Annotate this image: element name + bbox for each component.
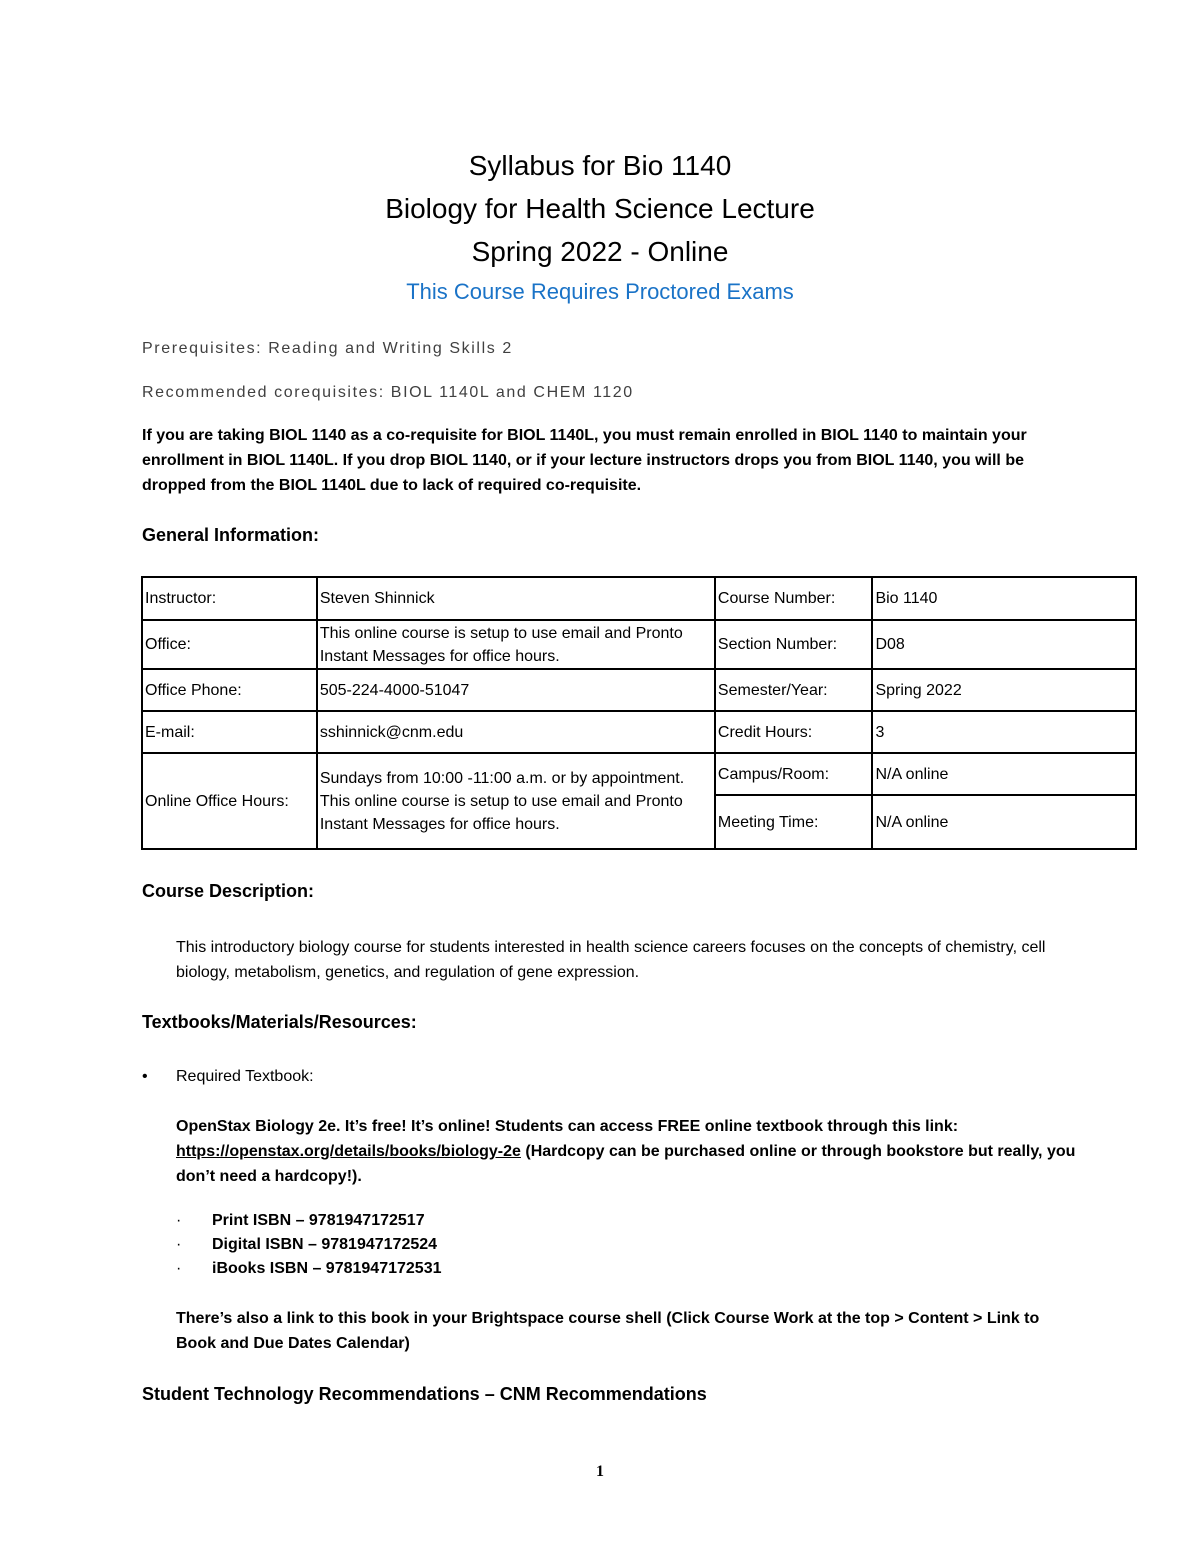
credit-hours-value: 3 bbox=[872, 711, 1136, 753]
office-value: This online course is setup to use email and Pronto Instant Messages for office hours. bbox=[317, 620, 715, 669]
course-number-label: Course Number: bbox=[715, 577, 873, 620]
textbook-hardcopy-note: (Hardcopy can be purchased online or through bookstore but really, you don’t need a hardcopy!). bbox=[176, 1143, 1076, 1185]
prerequisites: Prerequisites: Reading and Writing Skills 2 bbox=[142, 340, 513, 357]
semester-value: Spring 2022 bbox=[872, 669, 1136, 711]
textbook-link[interactable]: https://openstax.org/details/books/biology-2e bbox=[176, 1143, 521, 1160]
office-hours-value: Sundays from 10:00 -11:00 a.m. or by appointment. This online course is setup to use email and Pronto Instant Messages for office hours. bbox=[317, 753, 715, 849]
textbook-paragraph bbox=[176, 1114, 1076, 1189]
page-number: 1 bbox=[596, 1463, 604, 1480]
table-row bbox=[142, 669, 1136, 711]
list-item bbox=[176, 1233, 441, 1257]
course-description-heading: Course Description: bbox=[142, 881, 315, 901]
list-dot-icon: · bbox=[176, 1236, 182, 1253]
office-hours-label: Online Office Hours: bbox=[142, 753, 317, 849]
instructor-label: Instructor: bbox=[142, 577, 317, 620]
isbn-list bbox=[176, 1209, 441, 1281]
syllabus-title: Syllabus for Bio 1140 bbox=[468, 150, 732, 181]
semester-label: Semester/Year: bbox=[715, 669, 873, 711]
campus-room-label: Campus/Room: bbox=[715, 753, 873, 795]
list-dot-icon: · bbox=[176, 1212, 182, 1229]
phone-value: 505-224-4000-51047 bbox=[317, 669, 715, 711]
email-value[interactable]: sshinnick@cnm.edu bbox=[317, 711, 715, 753]
textbooks-heading: Textbooks/Materials/Resources: bbox=[142, 1012, 417, 1032]
course-title: Biology for Health Science Lecture bbox=[385, 193, 815, 224]
bullet-icon: • bbox=[142, 1068, 148, 1085]
table-row bbox=[142, 577, 1136, 620]
table-row bbox=[142, 711, 1136, 753]
textbook-intro: OpenStax Biology 2e. It’s free! It’s online! Students can access FREE online textbook through this link: bbox=[176, 1118, 959, 1135]
digital-isbn: Digital ISBN – 9781947172524 bbox=[212, 1236, 438, 1253]
print-isbn: Print ISBN – 9781947172517 bbox=[212, 1212, 425, 1229]
table-row bbox=[142, 620, 1136, 669]
required-textbook-item bbox=[142, 1068, 314, 1086]
campus-room-value: N/A online bbox=[872, 753, 1136, 795]
email-label: E-mail: bbox=[142, 711, 317, 753]
corequisites: Recommended corequisites: BIOL 1140L and CHEM 1120 bbox=[142, 384, 634, 401]
corequisite-notice: If you are taking BIOL 1140 as a co-requisite for BIOL 1140L, you must remain enrolled in BIOL 1140 to maintain your enrollment in BIOL 1140L. If you drop BIOL 1140, or if your lecture instructors drops you from BIOL 1140, you will be dropped from the BIOL 1140L due to lack of required co-requisite. bbox=[142, 427, 1027, 494]
meeting-time-label: Meeting Time: bbox=[715, 795, 873, 849]
general-info-table bbox=[141, 576, 1137, 850]
list-item bbox=[176, 1209, 441, 1233]
meeting-time-value: N/A online bbox=[872, 795, 1136, 849]
ibooks-isbn: iBooks ISBN – 9781947172531 bbox=[212, 1260, 442, 1277]
term-title: Spring 2022 - Online bbox=[471, 236, 729, 267]
title-block bbox=[0, 144, 1200, 309]
course-number-value: Bio 1140 bbox=[872, 577, 1136, 620]
required-textbook-label: Required Textbook: bbox=[176, 1068, 314, 1085]
instructor-value: Steven Shinnick bbox=[317, 577, 715, 620]
general-info-heading: General Information: bbox=[142, 525, 320, 545]
course-description: This introductory biology course for students interested in health science careers focuses on the concepts of chemistry, cell biology, metabolism, genetics, and regulation of gene expression. bbox=[176, 939, 1046, 981]
table-row bbox=[142, 753, 1136, 795]
phone-label: Office Phone: bbox=[142, 669, 317, 711]
list-dot-icon: · bbox=[176, 1260, 182, 1277]
section-value: D08 bbox=[872, 620, 1136, 669]
technology-heading: Student Technology Recommendations – CNM Recommendations bbox=[142, 1384, 707, 1404]
brightspace-note: There’s also a link to this book in your Brightspace course shell (Click Course Work at the top > Content > Link to Book and Due Dates Calendar) bbox=[176, 1310, 1040, 1352]
credit-hours-label: Credit Hours: bbox=[715, 711, 873, 753]
list-item bbox=[176, 1257, 441, 1281]
section-label: Section Number: bbox=[715, 620, 873, 669]
office-label: Office: bbox=[142, 620, 317, 669]
proctored-exams-notice: This Course Requires Proctored Exams bbox=[406, 279, 794, 304]
